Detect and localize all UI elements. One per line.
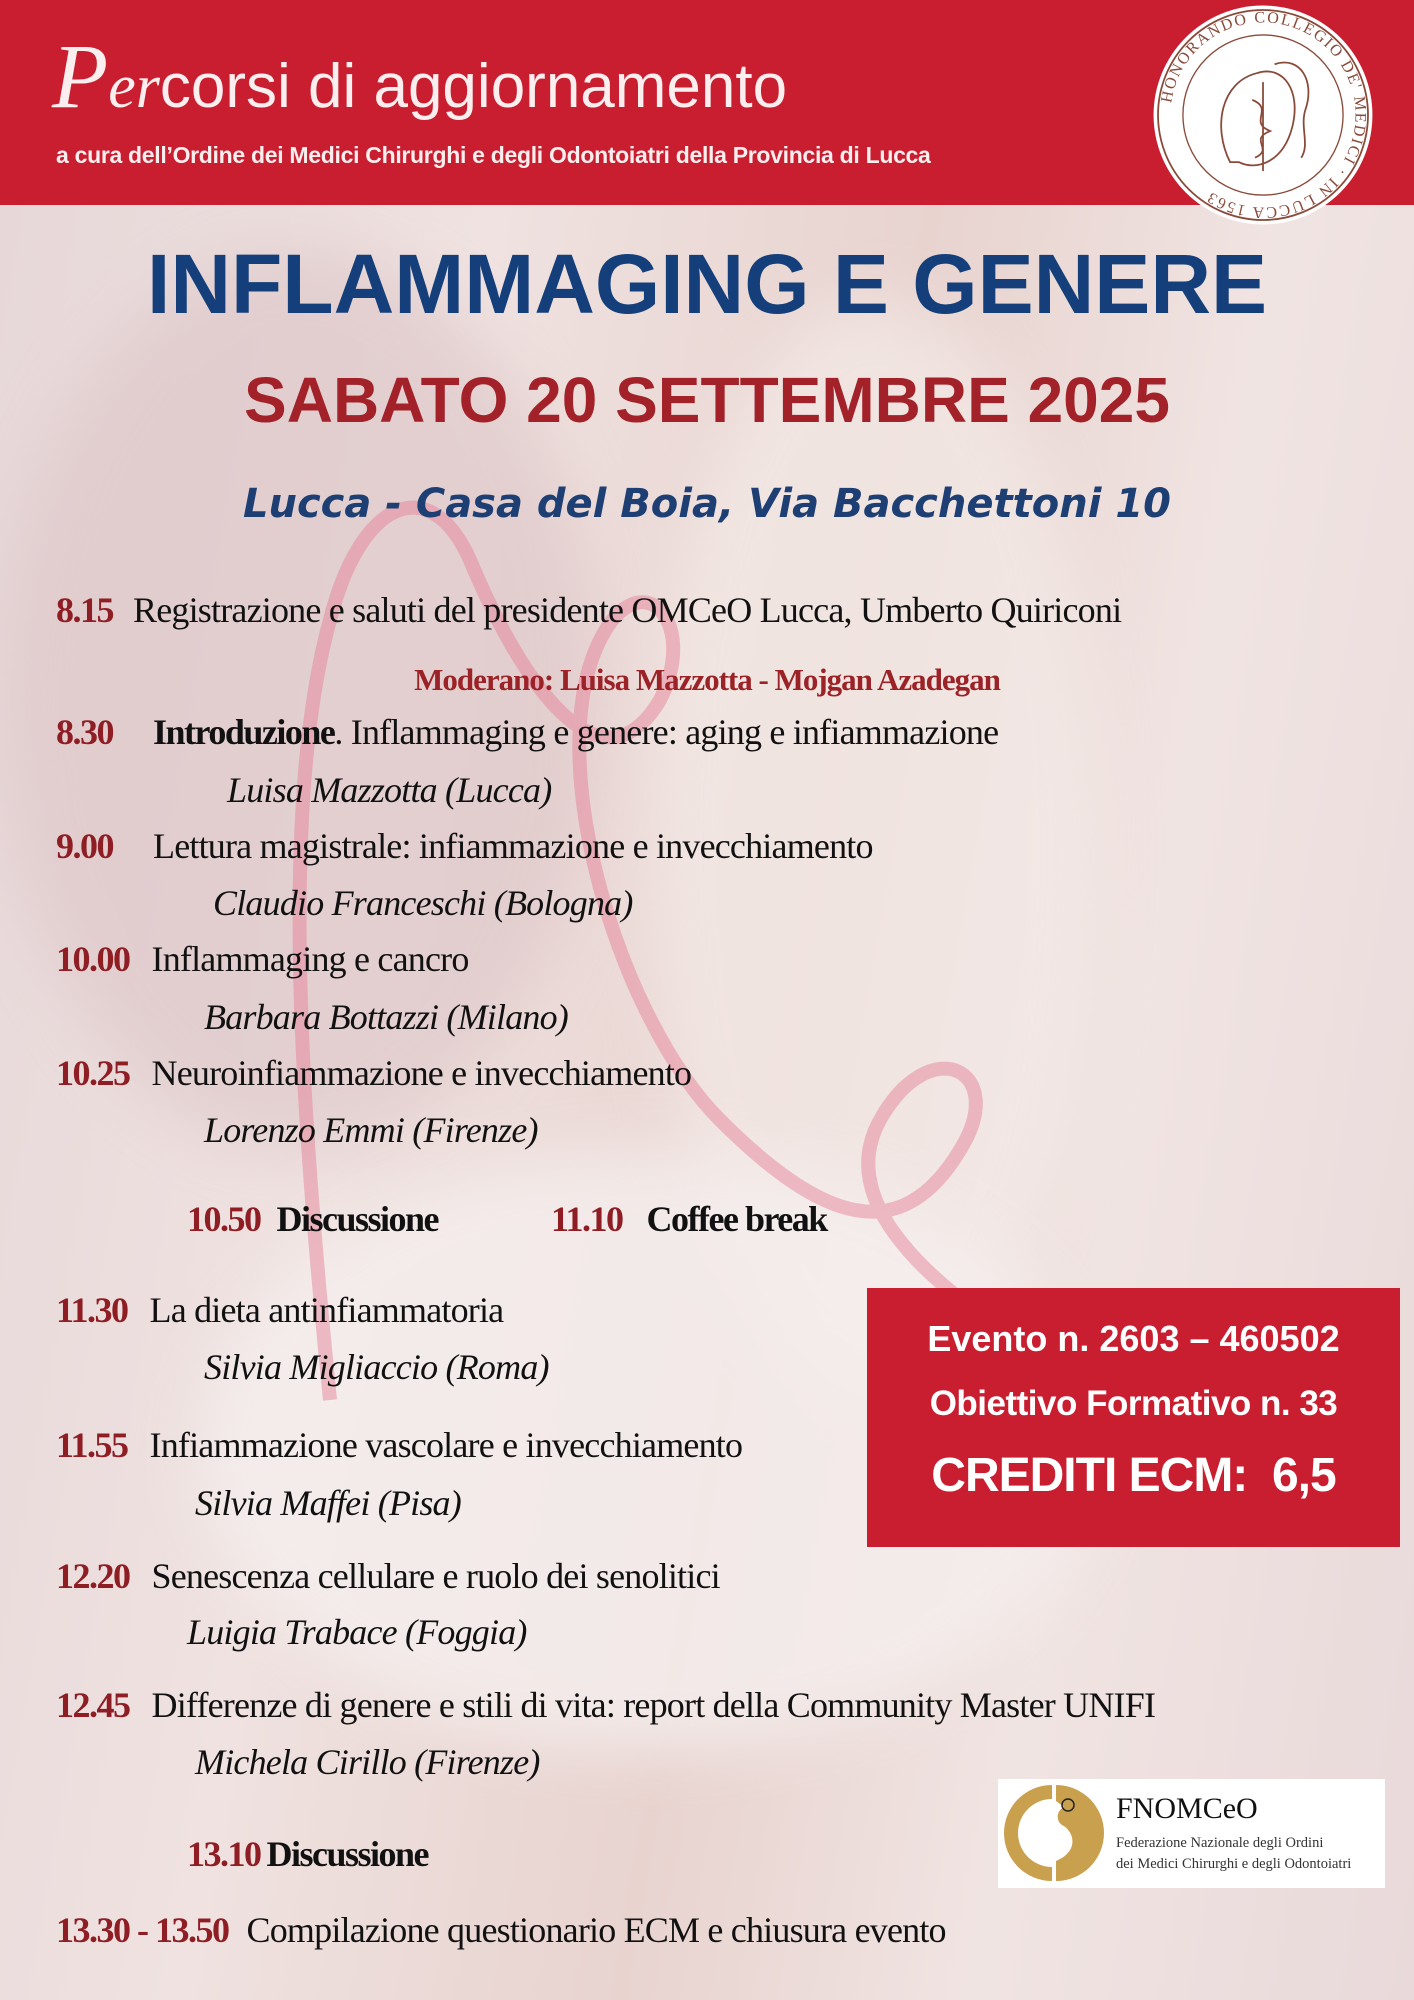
talk-title: Differenze di genere e stili di vita: report della Community Master UNIFI xyxy=(151,1685,1156,1725)
talk-title: Infiammazione vascolare e invecchiamento xyxy=(149,1425,743,1465)
event-date: SABATO 20 SETTEMBRE 2025 xyxy=(244,364,1170,436)
speaker: Luigia Trabace (Foggia) xyxy=(187,1612,527,1652)
talk-title: Discussione xyxy=(276,1199,439,1239)
talk-title: Compilazione questionario ECM e chiusura evento xyxy=(246,1910,946,1950)
time: 11.55 xyxy=(56,1425,128,1465)
time: 8.30 xyxy=(56,712,113,752)
schedule-item xyxy=(187,1199,438,1240)
time: 10.25 xyxy=(56,1053,130,1093)
speaker: Silvia Migliaccio (Roma) xyxy=(204,1347,549,1387)
fnomceo-name: FNOMCeO xyxy=(1116,1792,1258,1825)
schedule-item xyxy=(56,939,469,980)
talk-title: . Inflammaging e genere: aging e infiammazione xyxy=(334,712,999,752)
schedule-item xyxy=(187,1834,428,1875)
fnomceo-logo xyxy=(998,1779,1385,1888)
fnomceo-line1: Federazione Nazionale degli Ordini xyxy=(1116,1835,1324,1851)
time: 12.45 xyxy=(56,1685,130,1725)
schedule-item xyxy=(551,1199,827,1240)
time: 10.00 xyxy=(56,939,130,979)
ecm-info-box xyxy=(867,1288,1400,1547)
brand-italic: er xyxy=(108,53,160,121)
brand-initial: P xyxy=(52,25,109,127)
speaker: Claudio Franceschi (Bologna) xyxy=(213,883,633,923)
brand-subtitle: a cura dell’Ordine dei Medici Chirurghi e degli Odontoiatri della Provincia di Lucca xyxy=(56,142,931,168)
speaker: Lorenzo Emmi (Firenze) xyxy=(204,1110,538,1150)
fnomceo-line2: dei Medici Chirurghi e degli Odontoiatri xyxy=(1116,1856,1352,1872)
schedule-item xyxy=(56,1685,1155,1726)
talk-title: La dieta antinfiammatoria xyxy=(149,1290,504,1330)
schedule-item xyxy=(56,1425,742,1466)
talk-title-bold: Introduzione xyxy=(153,712,335,752)
event-location: Lucca - Casa del Boia, Via Bacchettoni 10 xyxy=(243,481,1171,527)
ecm-credits: CREDITI ECM: 6,5 xyxy=(931,1449,1336,1502)
speaker: Michela Cirillo (Firenze) xyxy=(195,1742,540,1782)
schedule-item xyxy=(56,1556,720,1597)
order-seal-logo xyxy=(1150,2,1376,228)
talk-title: Lettura magistrale: infiammazione e invecchiamento xyxy=(153,826,873,866)
schedule-item xyxy=(56,712,998,753)
speaker: Luisa Mazzotta (Lucca) xyxy=(227,770,552,810)
talk-title: Inflammaging e cancro xyxy=(151,939,469,979)
event-title: INFLAMMAGING E GENERE xyxy=(146,237,1268,331)
time: 12.20 xyxy=(56,1556,130,1596)
schedule-item xyxy=(56,1910,946,1951)
brand-title xyxy=(52,22,787,130)
schedule-item xyxy=(56,826,873,867)
svg-text:HONORANDO COLLEGIO DE' MEDICI: HONORANDO COLLEGIO DE' MEDICI · IN LUCCA 1563 xyxy=(1158,9,1369,221)
time: 11.10 xyxy=(551,1199,623,1239)
schedule-item xyxy=(56,1053,691,1094)
schedule-item xyxy=(56,590,1121,631)
time: 10.50 xyxy=(187,1199,261,1239)
speaker: Barbara Bottazzi (Milano) xyxy=(204,997,568,1037)
moderators: Moderano: Luisa Mazzotta - Mojgan Azadegan xyxy=(414,662,1000,697)
schedule-item xyxy=(56,1290,503,1331)
time: 8.15 xyxy=(56,590,113,630)
talk-title: Discussione xyxy=(266,1834,429,1874)
training-objective: Obiettivo Formativo n. 33 xyxy=(929,1384,1338,1423)
talk-title: Coffee break xyxy=(646,1199,827,1239)
brand-rest: corsi di aggiornamento xyxy=(159,52,788,121)
time: 9.00 xyxy=(56,826,113,866)
talk-title: Neuroinfiammazione e invecchiamento xyxy=(151,1053,692,1093)
speaker: Silvia Maffei (Pisa) xyxy=(195,1483,461,1523)
time: 13.30 - 13.50 xyxy=(56,1910,229,1950)
event-number: Evento n. 2603 – 460502 xyxy=(927,1318,1340,1359)
time: 11.30 xyxy=(56,1290,128,1330)
talk-title: Registrazione e saluti del presidente OMCeO Lucca, Umberto Quiriconi xyxy=(133,590,1122,630)
fnomceo-emblem-icon xyxy=(1000,1781,1104,1885)
time: 13.10 xyxy=(187,1834,261,1874)
talk-title: Senescenza cellulare e ruolo dei senolitici xyxy=(151,1556,720,1596)
